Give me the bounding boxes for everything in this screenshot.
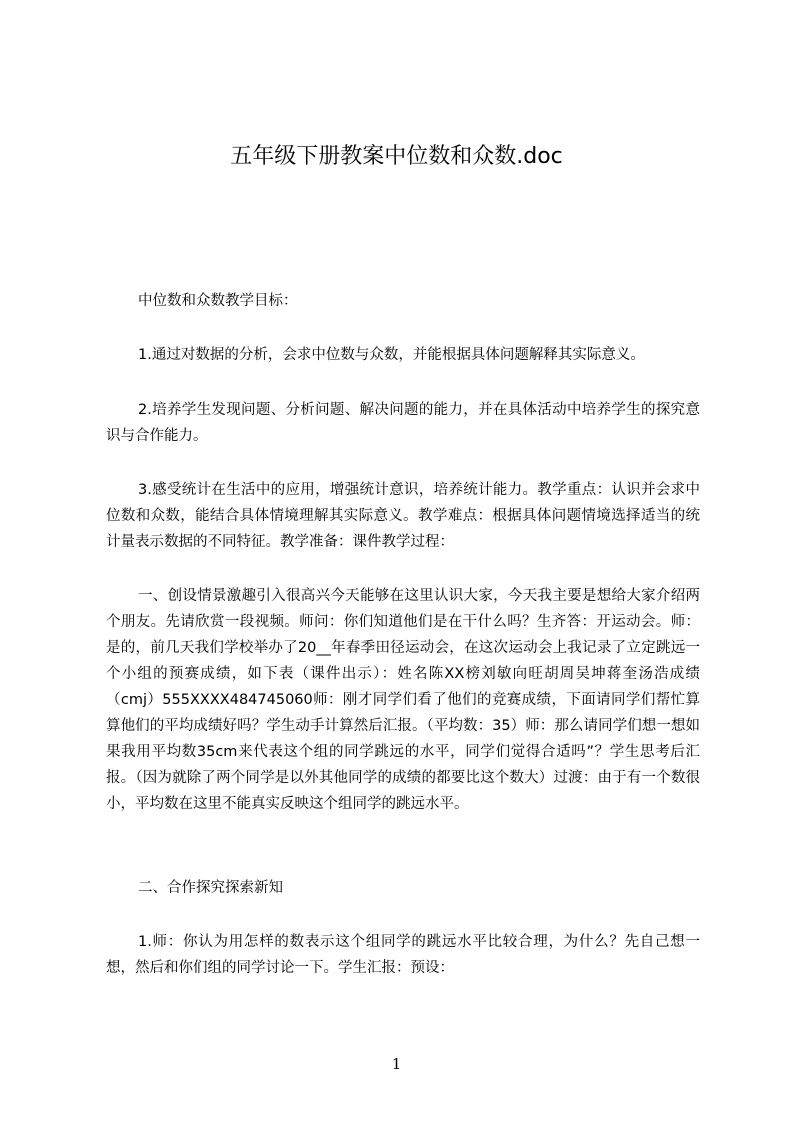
objective-2-paragraph: 2.培养学生发现问题、分析问题、解决问题的能力，并在具体活动中培养学生的探究意识与合作能力。	[106, 402, 700, 444]
objective-1-paragraph: 1.通过对数据的分析，会求中位数与众数，并能根据具体问题解释其实际意义。	[138, 347, 645, 363]
section-2-heading: 二、合作探究探索新知	[138, 880, 283, 896]
objective-3-paragraph: 3.感受统计在生活中的应用，增强统计意识，培养统计能力。教学重点：认识并会求中位数和众数，能结合具体情境理解其实际意义。教学难点：根据具体问题情境选择适当的统计量表示数据的不同特征。教学准备：课件教学过程：	[106, 482, 700, 550]
objectives-heading: 中位数和众数教学目标：	[138, 293, 298, 309]
document-title: 五年级下册教案中位数和众数.doc	[230, 144, 563, 169]
page-number: 1	[391, 1055, 402, 1073]
section-1-paragraph: 一、创设情景激趣引入很高兴今天能够在这里认识大家，今天我主要是想给大家介绍两个朋友。先请欣赏一段视频。师问：你们知道他们是在干什么吗？生齐答：开运动会。师：是的，前几天我们学校举办了20__年春季田径运动会，在这次运动会上我记录了立定跳远一个小组的预赛成绩，如下表（课件出示）：姓名陈XX榜刘敏向旺胡周吴坤蒋奎汤浩成绩（cmj）555XXXX484745060师：刚才同学们看了他们的竞赛成绩，下面请同学们帮忙算算他们的平均成绩好吗？学生动手计算然后汇报。（平均数：35）师：那么请同学们想一想如果我用平均数35cm来代表这个组的同学跳远的水平，同学们觉得合适吗”？学生思考后汇报。（因为就除了两个同学是以外其他同学的成绩的都要比这个数大）过渡：由于有一个数很小，平均数在这里不能真实反映这个组同学的跳远水平。	[106, 588, 700, 812]
section-2-item-1-paragraph: 1.师：你认为用怎样的数表示这个组同学的跳远水平比较合理，为什么？先自己想一想，然后和你们组的同学讨论一下。学生汇报：预设：	[106, 934, 700, 976]
